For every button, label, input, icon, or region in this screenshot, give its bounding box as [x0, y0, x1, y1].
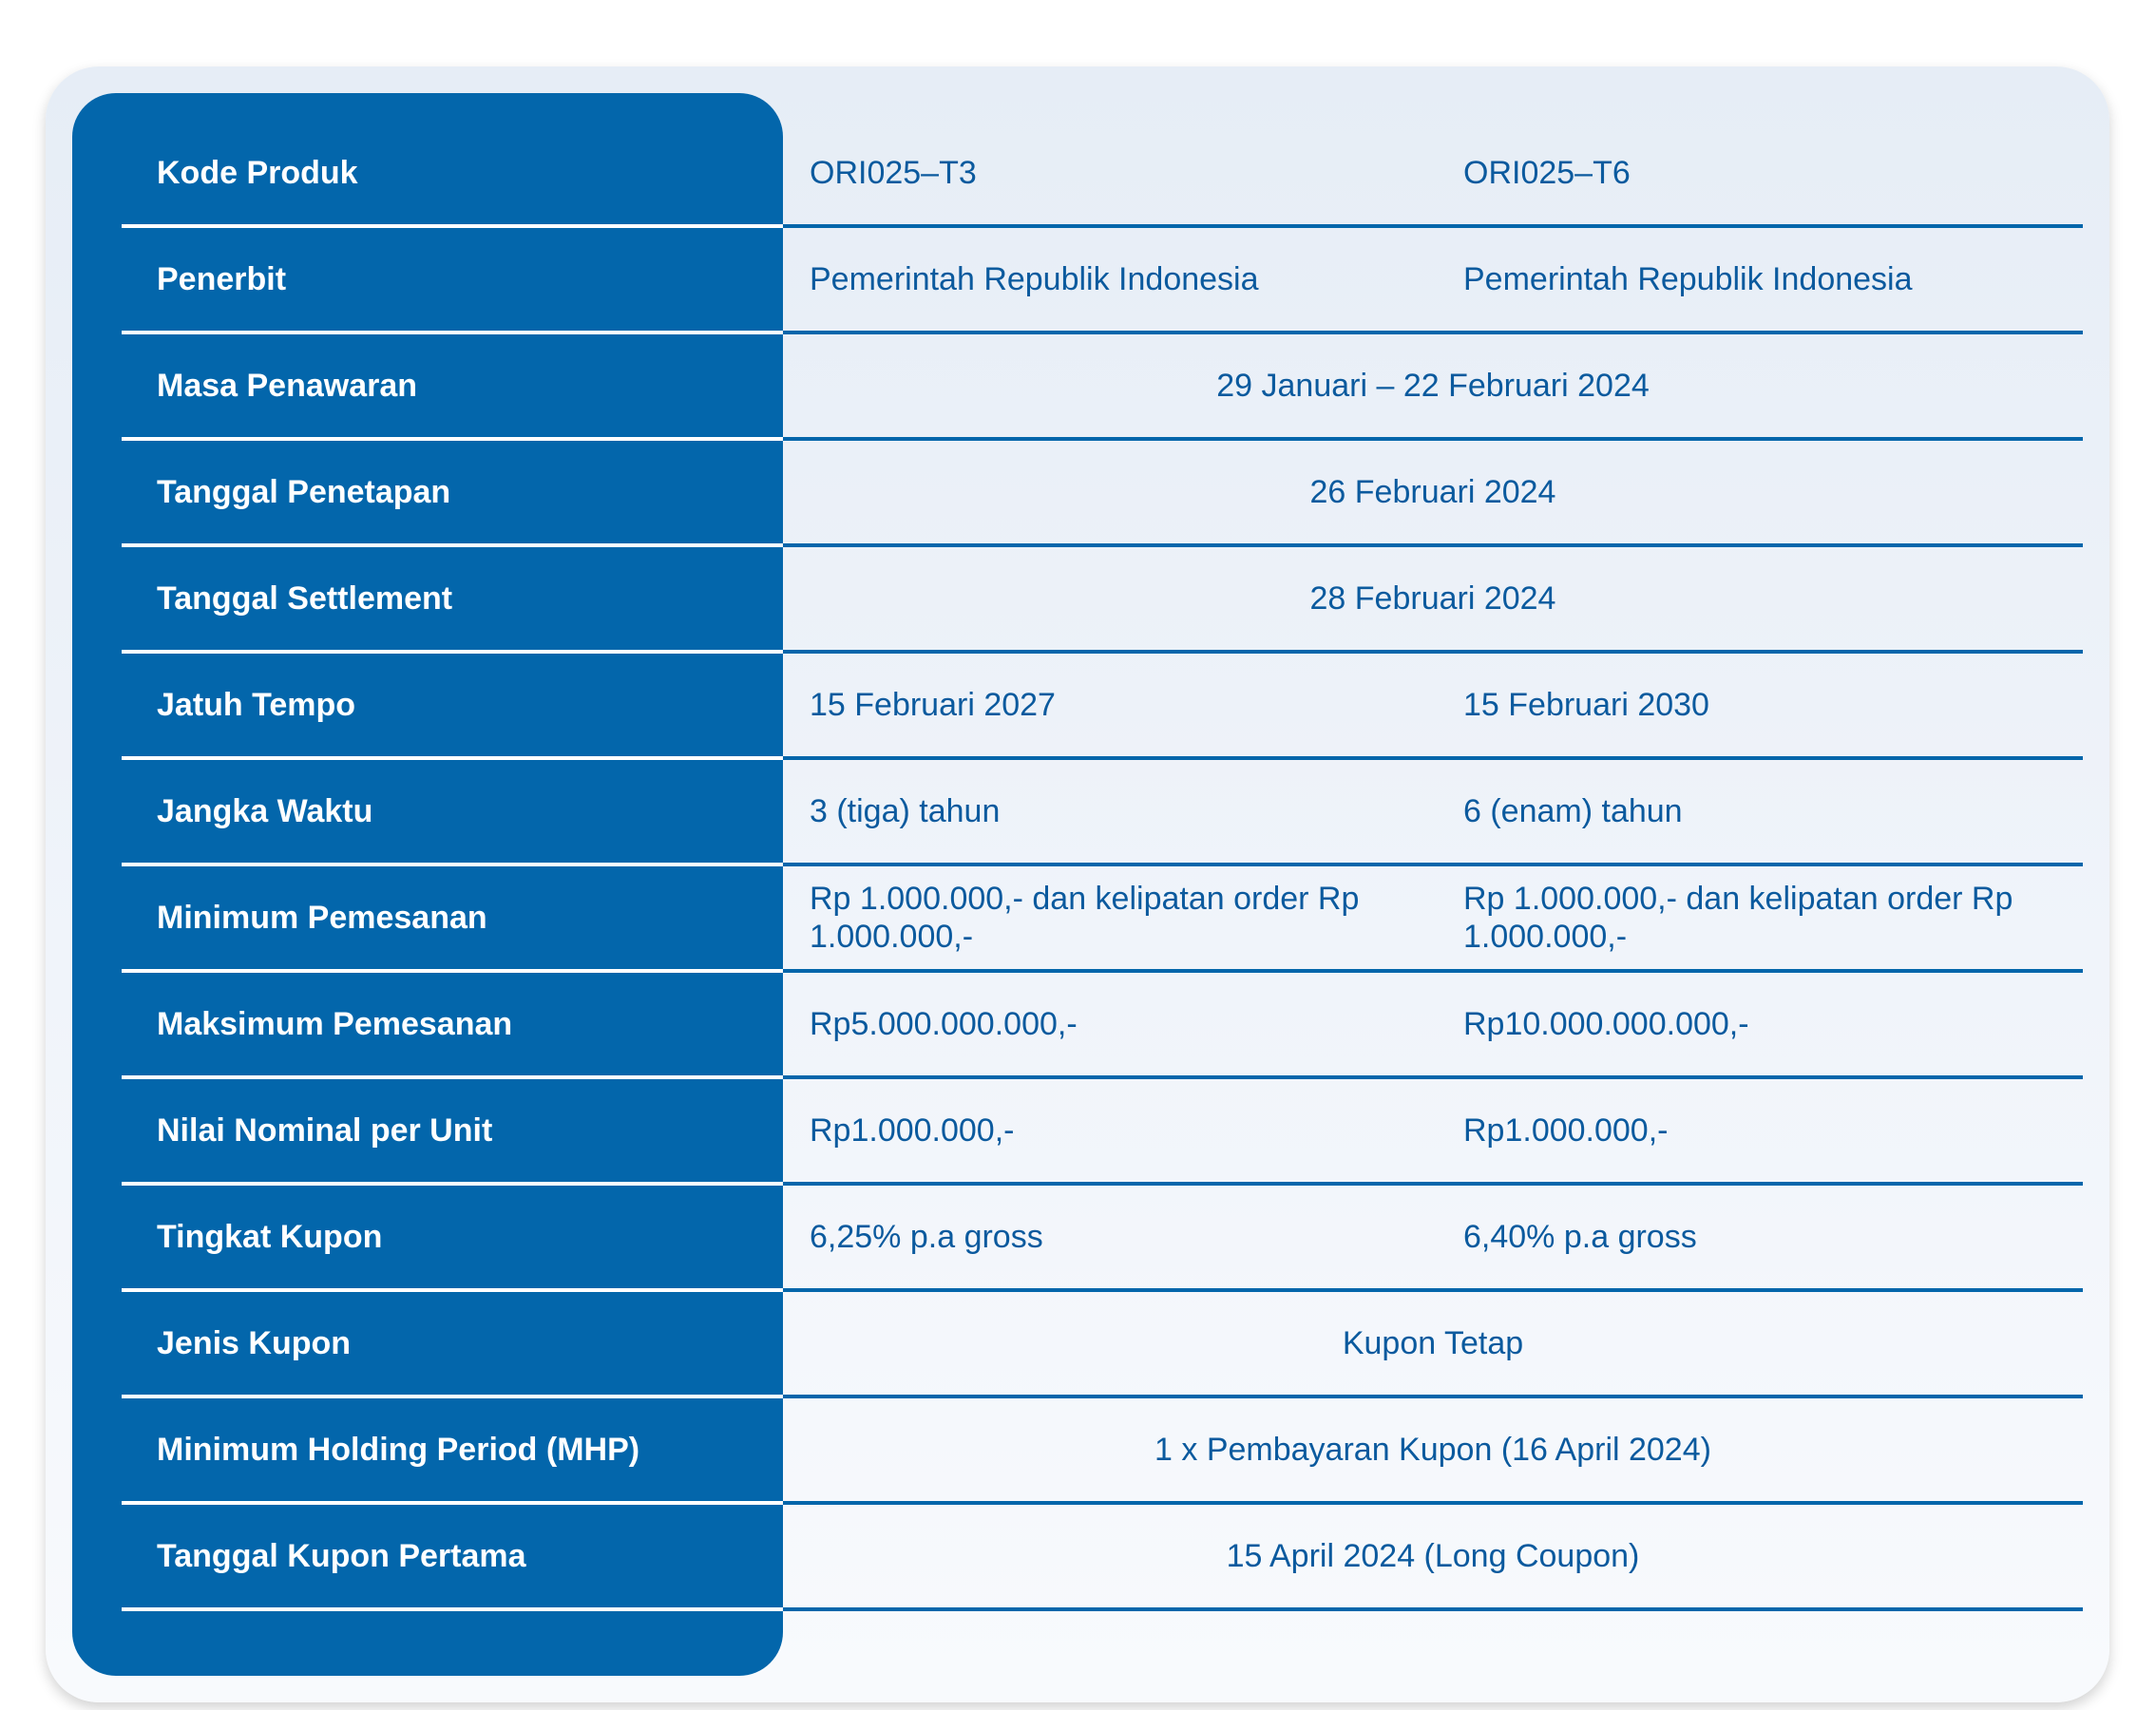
value-ori025-t6: ORI025–T6	[1463, 155, 1631, 191]
table-row-masa-penawaran	[46, 334, 2109, 441]
value-shared: Kupon Tetap	[1342, 1325, 1524, 1361]
table-row-nilai-nominal	[46, 1079, 2109, 1186]
value-ori025-t6: 15 Februari 2030	[1463, 687, 1709, 723]
row-label: Minimum Holding Period (MHP)	[157, 1431, 640, 1468]
value-shared: 1 x Pembayaran Kupon (16 April 2024)	[1154, 1432, 1711, 1468]
value-ori025-t3: Rp1.000.000,-	[810, 1112, 1015, 1149]
value-ori025-t3: 3 (tiga) tahun	[810, 793, 1001, 829]
row-label: Tanggal Penetapan	[157, 473, 451, 510]
value-shared: 26 Februari 2024	[1309, 474, 1556, 510]
value-ori025-t6: Rp 1.000.000,- dan kelipatan order Rp 1.000.000,-	[1463, 881, 2013, 955]
table-row-jangka-waktu	[46, 760, 2109, 866]
row-label: Tingkat Kupon	[157, 1218, 383, 1255]
row-divider	[783, 1607, 2083, 1611]
value-ori025-t6: Rp10.000.000.000,-	[1463, 1006, 1749, 1042]
value-ori025-t3: Rp5.000.000.000,-	[810, 1006, 1078, 1042]
value-shared: 29 Januari – 22 Februari 2024	[1216, 368, 1650, 404]
table-row-tanggal-settlement	[46, 547, 2109, 654]
product-spec-card	[46, 66, 2109, 1702]
table-row-penerbit	[46, 228, 2109, 334]
table-row-kode-produk	[46, 122, 2109, 228]
value-ori025-t3: Pemerintah Republik Indonesia	[810, 261, 1259, 297]
row-label: Maksimum Pemesanan	[157, 1005, 513, 1042]
table-row-jatuh-tempo	[46, 654, 2109, 760]
value-ori025-t3: 15 Februari 2027	[810, 687, 1056, 723]
table-row-jenis-kupon	[46, 1292, 2109, 1398]
value-ori025-t6: Pemerintah Republik Indonesia	[1463, 261, 1913, 297]
row-divider	[122, 1607, 783, 1611]
table-row-minimum-pemesanan	[46, 866, 2109, 973]
table-row-tanggal-kupon-pertama	[46, 1505, 2109, 1611]
table-row-tingkat-kupon	[46, 1186, 2109, 1292]
value-ori025-t3: Rp 1.000.000,- dan kelipatan order Rp 1.000.000,-	[810, 881, 1360, 955]
row-label: Jenis Kupon	[157, 1324, 352, 1361]
table-row-tanggal-penetapan	[46, 441, 2109, 547]
row-label: Jangka Waktu	[157, 792, 373, 829]
value-ori025-t6: 6 (enam) tahun	[1463, 793, 1683, 829]
table-row-maksimum-pemesanan	[46, 973, 2109, 1079]
value-shared: 15 April 2024 (Long Coupon)	[1226, 1538, 1640, 1574]
row-label: Minimum Pemesanan	[157, 899, 487, 936]
row-label: Penerbit	[157, 260, 287, 297]
value-ori025-t6: 6,40% p.a gross	[1463, 1219, 1697, 1255]
value-shared: 28 Februari 2024	[1309, 580, 1556, 617]
row-label: Tanggal Settlement	[157, 580, 453, 617]
row-label: Kode Produk	[157, 154, 358, 191]
value-ori025-t3: 6,25% p.a gross	[810, 1219, 1043, 1255]
row-label: Masa Penawaran	[157, 367, 418, 404]
value-ori025-t3: ORI025–T3	[810, 155, 977, 191]
table-row-minimum-holding-period	[46, 1398, 2109, 1505]
value-ori025-t6: Rp1.000.000,-	[1463, 1112, 1669, 1149]
row-label: Jatuh Tempo	[157, 686, 356, 723]
row-label: Nilai Nominal per Unit	[157, 1112, 493, 1149]
row-label: Tanggal Kupon Pertama	[157, 1537, 526, 1574]
